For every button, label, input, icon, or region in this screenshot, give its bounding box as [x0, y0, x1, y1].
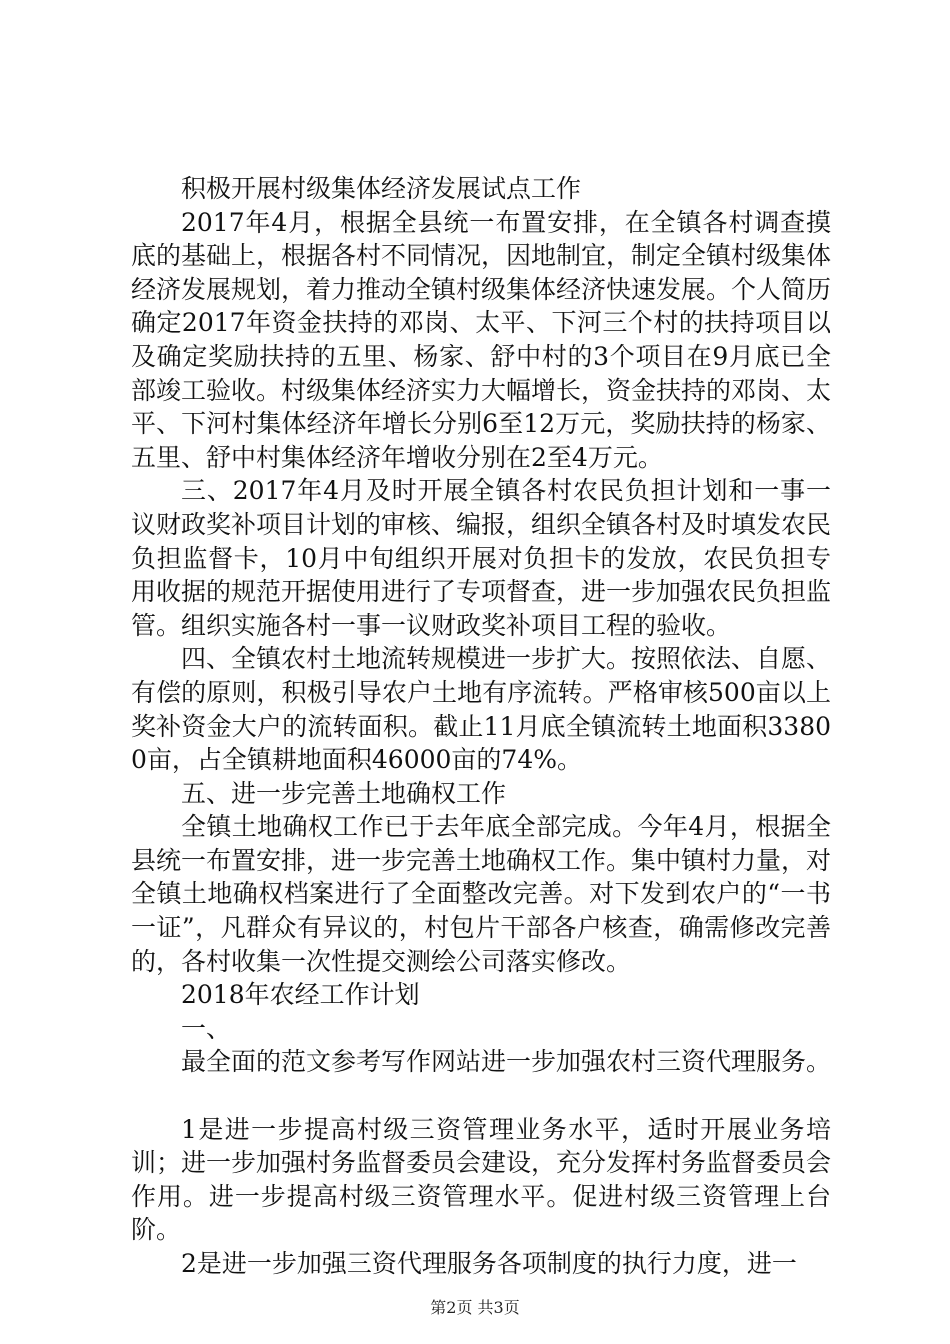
paragraph-section-four: 四、全镇农村土地流转规模进一步扩大。按照依法、自愿、有偿的原则，积极引导农户土地有序流转。严格审核500亩以上奖补资金大户的流转面积。截止11月底全镇流转土地面积33800亩，占全镇耕地面积46000亩的74%。 [131, 644, 832, 775]
paragraph-heading-pilot: 积极开展村级集体经济发展试点工作 [181, 174, 582, 203]
page-footer: 第2页 共3页 [430, 1298, 520, 1317]
paragraph-point-one: 1是进一步提高村级三资管理业务水平，适时开展业务培训；进一步加强村务监督委员会建设，充分发挥村务监督委员会作用。进一步提高村级三资管理水平。促进村级三资管理上台阶。 [131, 1114, 832, 1245]
document-body [131, 172, 831, 1281]
paragraph-section-five-heading: 五、进一步完善土地确权工作 [181, 778, 507, 808]
paragraph-plan-item-one: 一、 [181, 1013, 232, 1043]
paragraph-three-assets: 最全面的范文参考写作网站进一步加强农村三资代理服务。 [181, 1047, 832, 1077]
paragraph-section-three: 三、2017年4月及时开展全镇各村农民负担计划和一事一议财政奖补项目计划的审核、编报，组织全镇各村及时填发农民负担监督卡，10月中旬组织开展对负担卡的发放，农民负担专用收据的规范开据使用进行了专项督查，进一步加强农民负担监管。组织实施各村一事一议财政奖补项目工程的验收。 [131, 476, 832, 640]
paragraph-collective-economy: 2017年4月，根据全县统一布置安排，在全镇各村调查摸底的基础上，根据各村不同情况，因地制宜，制定全镇村级集体经济发展规划，着力推动全镇村级集体经济快速发展。个人简历确定2017年资金扶持的邓岗、太平、下河三个村的扶持项目以及确定奖励扶持的五里、杨家、舒中村的3个项目在9月底已全部竣工验收。村级集体经济实力大幅增长，资金扶持的邓岗、太平、下河村集体经济年增长分别6至12万元，奖励扶持的杨家、五里、舒中村集体经济年增收分别在2至4万元。 [131, 207, 832, 472]
paragraph-spacer [131, 1079, 831, 1113]
paragraph-land-rights: 全镇土地确权工作已于去年底全部完成。今年4月，根据全县统一布置安排，进一步完善土地确权工作。集中镇村力量，对全镇土地确权档案进行了全面整改完善。对下发到农户的“一书一证”，凡群众有异议的，村包片干部各户核查，确需修改完善的，各村收集一次性提交测绘公司落实修改。 [131, 812, 832, 976]
paragraph-plan-heading: 2018年农经工作计划 [181, 980, 420, 1010]
paragraph-point-two: 2是进一步加强三资代理服务各项制度的执行力度，进一 [181, 1249, 797, 1278]
